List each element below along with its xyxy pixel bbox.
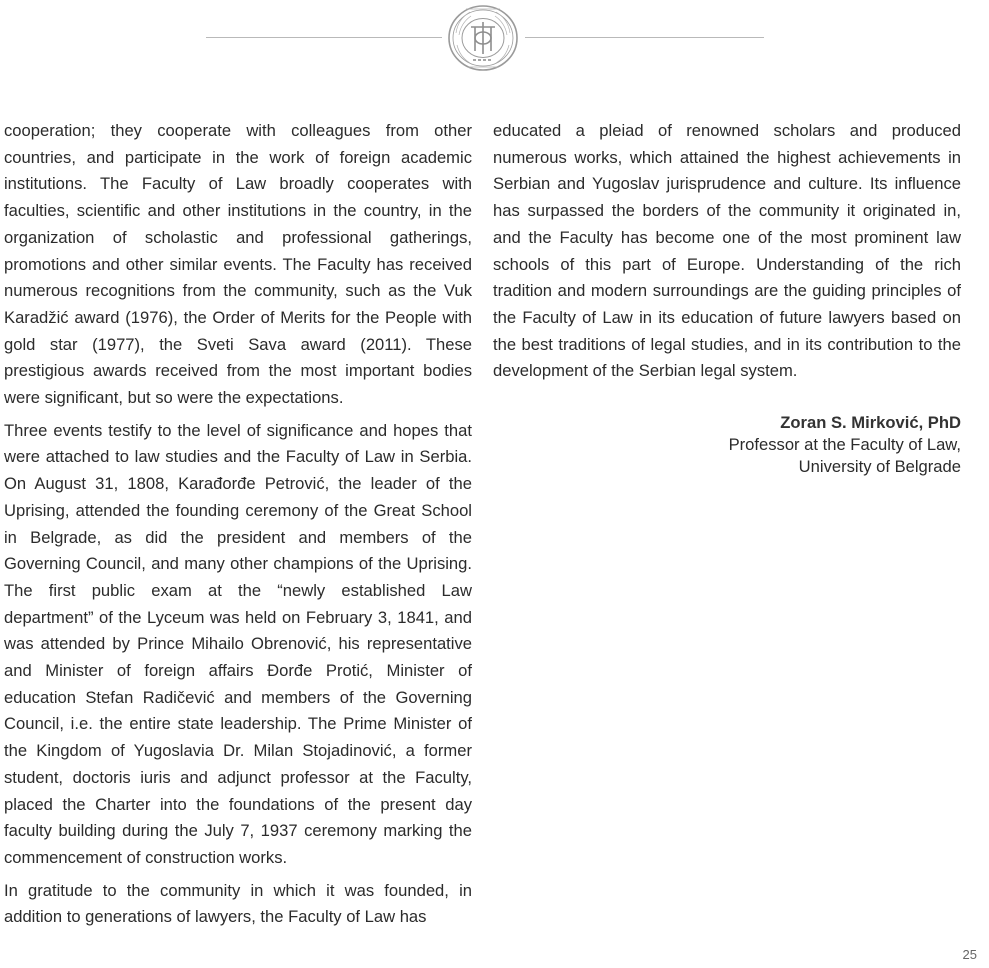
body-paragraph: cooperation; they cooperate with colleagues from other countries, and participate in the work of foreign academic institutions. The Faculty of Law broadly cooperates with faculties, scientific and other institutions in the country, in the organization of scholastic and professional gatherings, promotions and other similar events. The Faculty has received numerous recognitions from the community, such as the Vuk Karadžić award (1976), the Order of Merits for the People with gold star (1977), the Sveti Sava award (2011). These prestigious awards received from the most important bodies were significant, but so were the expectations. (4, 121, 472, 408)
page-header (0, 0, 989, 80)
header-rule-right (525, 37, 764, 38)
left-text-column (4, 118, 472, 937)
right-text-column (493, 118, 961, 391)
page-number: 25 (962, 947, 977, 962)
body-paragraph: Three events testify to the level of significance and hopes that were attached to law studies and the Faculty of Law in Serbia. On August 31, 1808, Karađorđe Petrović, the leader of the Uprising, attended the founding ceremony of the Great School in Belgrade, as did the president and members of the Governing Council, and many other champions of the Uprising. The first public exam at the “newly established Law department” of the Lyceum was held on February 3, 1841, and was attended by Prince Mihailo Obrenović, his representative and Minister of foreign affairs Đorđe Protić, Minister of education Stefan Radičević and members of the Governing Council, i.e. the entire state leadership. The Prime Minister of the Kingdom of Yugoslavia Dr. Milan Stojadinović, a former student, doctoris iuris and adjunct professor at the Faculty, placed the Charter into the foundations of the present day faculty building during the July 7, 1937 ceremony marking the commencement of construction works. (4, 420, 472, 867)
header-rule-left (206, 37, 442, 38)
author-affiliation: University of Belgrade (798, 457, 961, 476)
author-name: Zoran S. Mirković, PhD (780, 413, 961, 432)
author-signature (641, 412, 961, 478)
body-paragraph: In gratitude to the community in which it was founded, in addition to generations of lawyers, the Faculty of Law has (4, 880, 472, 927)
author-title: Professor at the Faculty of Law, (728, 435, 961, 454)
faculty-seal-logo (446, 3, 520, 73)
body-paragraph: educated a pleiad of renowned scholars and produced numerous works, which attained the highest achievements in Serbian and Yugoslav jurisprudence and culture. Its influence has surpassed the borders of the community it originated in, and the Faculty has become one of the most prominent law schools of this part of Europe. Understanding of the rich tradition and modern surroundings are the guiding principles of the Faculty of Law in its education of future lawyers based on the best traditions of legal studies, and in its contribution to the development of the Serbian legal system. (493, 121, 961, 381)
